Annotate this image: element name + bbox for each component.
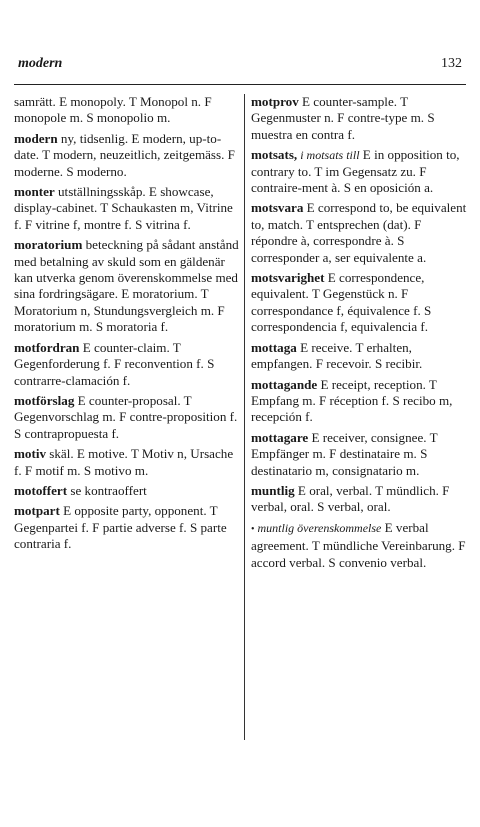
dictionary-entry xyxy=(14,184,242,233)
dictionary-entry xyxy=(14,94,242,127)
dictionary-entry xyxy=(251,270,469,336)
right-column xyxy=(251,94,469,575)
headword: moratorium xyxy=(14,237,83,253)
dictionary-entry xyxy=(251,520,469,571)
dictionary-entry xyxy=(251,147,469,196)
definition-text: ny, tidsenlig. E modern, up-to-date. T modern, neuzeitlich, zeitgemäss. F moderne. S moderno. xyxy=(14,130,235,179)
definition-text: se kontraoffert xyxy=(67,482,147,498)
headword: monter xyxy=(14,184,55,200)
definition-text: utställningsskåp. E showcase, display-cabinet. T Schaukasten m, Vitrine f. F vitrine f, montre f. S vitrina f. xyxy=(14,184,233,232)
headword: mottagare xyxy=(251,429,309,445)
headword: muntlig xyxy=(251,482,295,498)
definition-text: E counter-sample. T Gegenmuster n. F contre-type m. S muestra en contra f. xyxy=(251,94,435,142)
definition-text: E receiver, consignee. T Empfänger m. F destinataire m. S destinatario m, consignatario m. xyxy=(251,429,438,478)
definition-text: E correspondence, equivalent. T Gegenstück n. F correspondance f, équivalence f. S correspondencia f, equivalencia f. xyxy=(251,270,432,335)
definition-text: E opposite party, opponent. T Gegenpartei f. F partie adverse f. S parte contraria f. xyxy=(14,503,227,552)
definition-text: E receive. T erhalten, empfangen. F recevoir. S recibir. xyxy=(251,339,423,372)
headword: mottagande xyxy=(251,376,318,392)
dictionary-entry xyxy=(14,483,242,499)
header-rule xyxy=(14,84,466,85)
headword: motpart xyxy=(14,503,60,519)
dictionary-entry xyxy=(14,446,242,479)
page-header xyxy=(18,56,462,78)
headword: motsats, xyxy=(251,147,298,163)
definition-text: E receipt, reception. T Empfang m. F réception f. S recibo m, recepción f. xyxy=(251,376,453,425)
page-number: 132 xyxy=(441,56,462,71)
headword: motförslag xyxy=(14,392,75,408)
definition-text: E verbal agreement. T mündliche Vereinbarung. F accord verbal. S convenio verbal. xyxy=(251,519,466,570)
definition-text: samrätt. E monopoly. T Monopol n. F monopole m. S monopolio m. xyxy=(14,94,212,126)
dictionary-entry xyxy=(251,483,469,516)
dictionary-entry xyxy=(14,393,242,442)
dictionary-entry xyxy=(251,94,469,143)
definition-text: beteckning på sådant anstånd med betalning av skuld som en gäldenär kan utverka genom överenskommelse med sina fordringsägare. E moratorium. T Moratorium n, Stundungsvergleich m. F moratorium m. S moratoria f. xyxy=(14,237,239,335)
subentry-phrase: i motsats till xyxy=(297,148,360,163)
dictionary-entry xyxy=(14,131,242,180)
subentry-phrase: muntlig överenskommelse xyxy=(257,520,382,535)
definition-text: E in opposition to, contrary to. T im Gegensatz zu. F contraire-ment à. S en oposición a. xyxy=(251,147,460,196)
headword: motiv xyxy=(14,446,46,462)
bullet-icon: • xyxy=(251,523,255,535)
headword: motsvarighet xyxy=(251,270,325,286)
dictionary-entry xyxy=(251,340,469,373)
dictionary-entry xyxy=(251,377,469,426)
definition-text: E counter-claim. T Gegenforderung f. F reconvention f. S contrarre-clamación f. xyxy=(14,339,215,388)
headword: mottaga xyxy=(251,339,297,355)
headword: motoffert xyxy=(14,482,68,498)
column-divider xyxy=(244,94,245,740)
headword: motprov xyxy=(251,94,299,109)
definition-text: E counter-proposal. T Gegenvorschlag m. F contre-proposition f. S contrapropuesta f. xyxy=(14,392,238,441)
headword: modern xyxy=(14,130,58,146)
dictionary-entry xyxy=(251,200,469,266)
dictionary-entry xyxy=(251,430,469,479)
definition-text: E correspond to, be equivalent to, match. T entsprechen (dat). F répondre à, correspondre à. S corresponder a, ser equivalente a. xyxy=(251,200,467,265)
headword: motsvara xyxy=(251,200,304,216)
headword: motfordran xyxy=(14,339,80,355)
definition-text: skäl. E motive. T Motiv n, Ursache f. F motif m. S motivo m. xyxy=(14,446,234,478)
definition-text: E oral, verbal. T mündlich. F verbal, oral. S verbal, oral. xyxy=(251,482,450,515)
dictionary-entry xyxy=(14,237,242,335)
left-column xyxy=(14,94,242,557)
running-head: modern xyxy=(18,56,63,71)
dictionary-entry xyxy=(14,503,242,552)
dictionary-entry xyxy=(14,340,242,389)
